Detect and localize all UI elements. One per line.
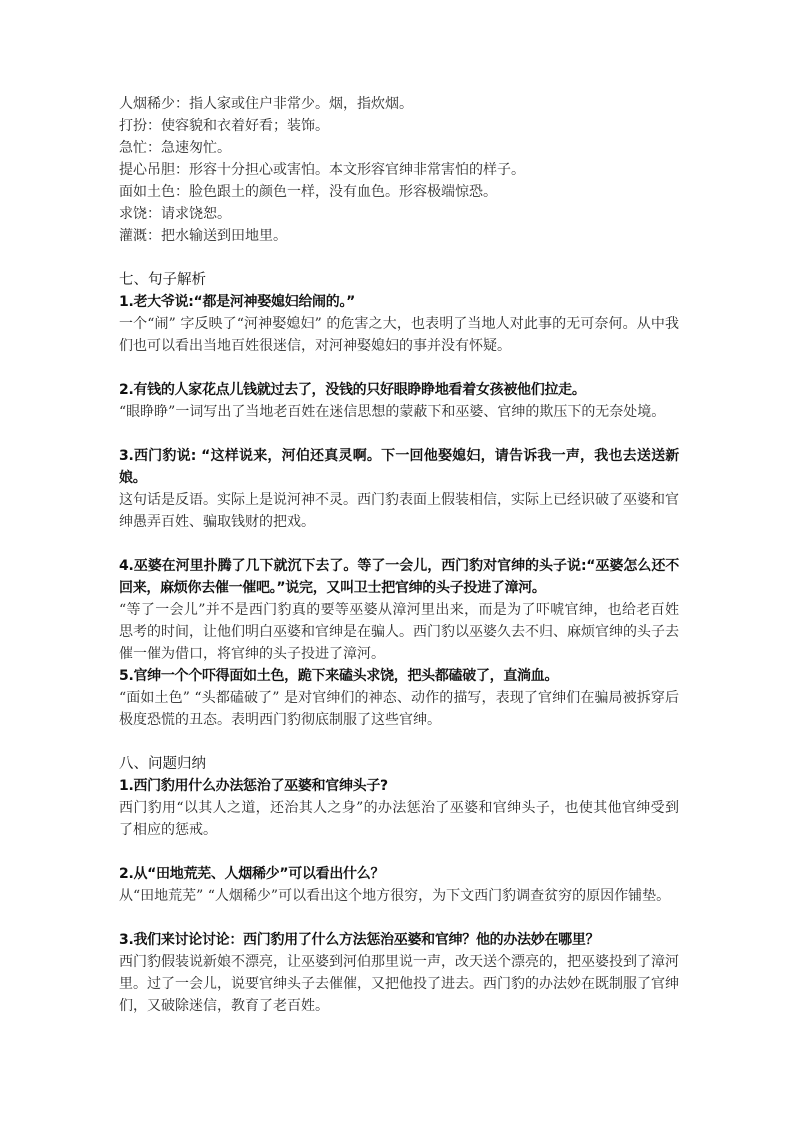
question: 3.我们来讨论讨论：西门豹用了什么方法惩治巫婆和官绅？他的办法妙在哪里？ [119,932,600,948]
question: 2.从“田地荒芜、人烟稀少”可以看出什么？ [119,866,385,882]
spacer [119,423,679,445]
spacer [119,907,679,929]
answer: 一个“闹” 字反映了“河神娶媳妇” 的危害之大，也表明了当地人对此事的无可奈何。从中我们也可以看出当地百姓很迷信，对河神娶媳妇的事并没有怀疑。 [119,316,679,354]
definition-item: 急忙：急速匆忙。 [119,140,231,156]
section-title: 七、句子解析 [119,272,206,288]
answer: 西门豹用“以其人之道，还治其人之身”的办法惩治了巫婆和官绅头子，也使其他官绅受到了相应的惩戒。 [119,800,679,838]
definitions-list [119,93,679,247]
section-title: 八、问题归纳 [119,756,206,772]
spacer [119,841,679,863]
answer: 这句话是反语。实际上是说河神不灵。西门豹表面上假装相信，实际上已经识破了巫婆和官绅愚弄百姓、骗取钱财的把戏。 [119,492,679,530]
question: 5.官绅一个个吓得面如土色，跪下来磕头求饶，把头都磕破了，直淌血。 [119,668,559,684]
spacer [119,731,679,753]
document-page [119,93,679,1017]
definition-item: 灌溉：把水输送到田地里。 [119,228,287,244]
spacer [119,247,679,269]
answer: 从“田地荒芜” “人烟稀少”可以看出这个地方很穷，为下文西门豹调查贫穷的原因作铺垫。 [119,888,671,904]
section-sentence-analysis [119,269,679,731]
definition-item: 面如土色：脸色跟土的颜色一样，没有血色。形容极端惊恐。 [119,184,497,200]
question: 1.西门豹用什么办法惩治了巫婆和官绅头子? [119,778,388,794]
definition-item: 求饶：请求饶恕。 [119,206,231,222]
question: 4.巫婆在河里扑腾了几下就沉下去了。等了一会儿，西门豹对官绅的头子说:“巫婆怎么还不回来，麻烦你去催一催吧。”说完，又叫卫士把官绅的头子投进了漳河。 [119,558,679,596]
question: 2.有钱的人家花点儿钱就过去了，没钱的只好眼睁睁地看着女孩被他们拉走。 [119,382,586,398]
definition-item: 人烟稀少：指人家或住户非常少。烟，指炊烟。 [119,96,413,112]
answer: “等了一会儿”并不是西门豹真的要等巫婆从漳河里出来，而是为了吓唬官绅，也给老百姓思考的时间，让他们明白巫婆和官绅是在骗人。西门豹以巫婆久去不归、麻烦官绅的头子去催一催为借口，将官绅的头子投进了漳河。 [119,602,679,662]
answer: “面如土色” “头都磕破了” 是对官绅们的神态、动作的描写，表现了官绅们在骗局被拆穿后极度恐慌的丑态。表明西门豹彻底制服了这些官绅。 [119,690,679,728]
definition-item: 打扮：使容貌和衣着好看；装饰。 [119,118,329,134]
answer: “眼睁睁”一词写出了当地老百姓在迷信思想的蒙蔽下和巫婆、官绅的欺压下的无奈处境。 [119,404,666,420]
question: 1.老大爷说:“都是河神娶媳妇给闹的。” [119,294,356,310]
answer: 西门豹假装说新娘不漂亮，让巫婆到河伯那里说一声，改天送个漂亮的，把巫婆投到了漳河里。过了一会儿，说要官绅头子去催催，又把他投了进去。西门豹的办法妙在既制服了官绅们，又破除迷信，教育了老百姓。 [119,954,679,1014]
question: 3.西门豹说: “这样说来，河伯还真灵啊。下一回他娶媳妇，请告诉我一声，我也去送送新娘。 [119,448,679,486]
section-question-summary [119,753,679,1017]
spacer [119,357,679,379]
definition-item: 提心吊胆：形容十分担心或害怕。本文形容官绅非常害怕的样子。 [119,162,525,178]
spacer [119,533,679,555]
